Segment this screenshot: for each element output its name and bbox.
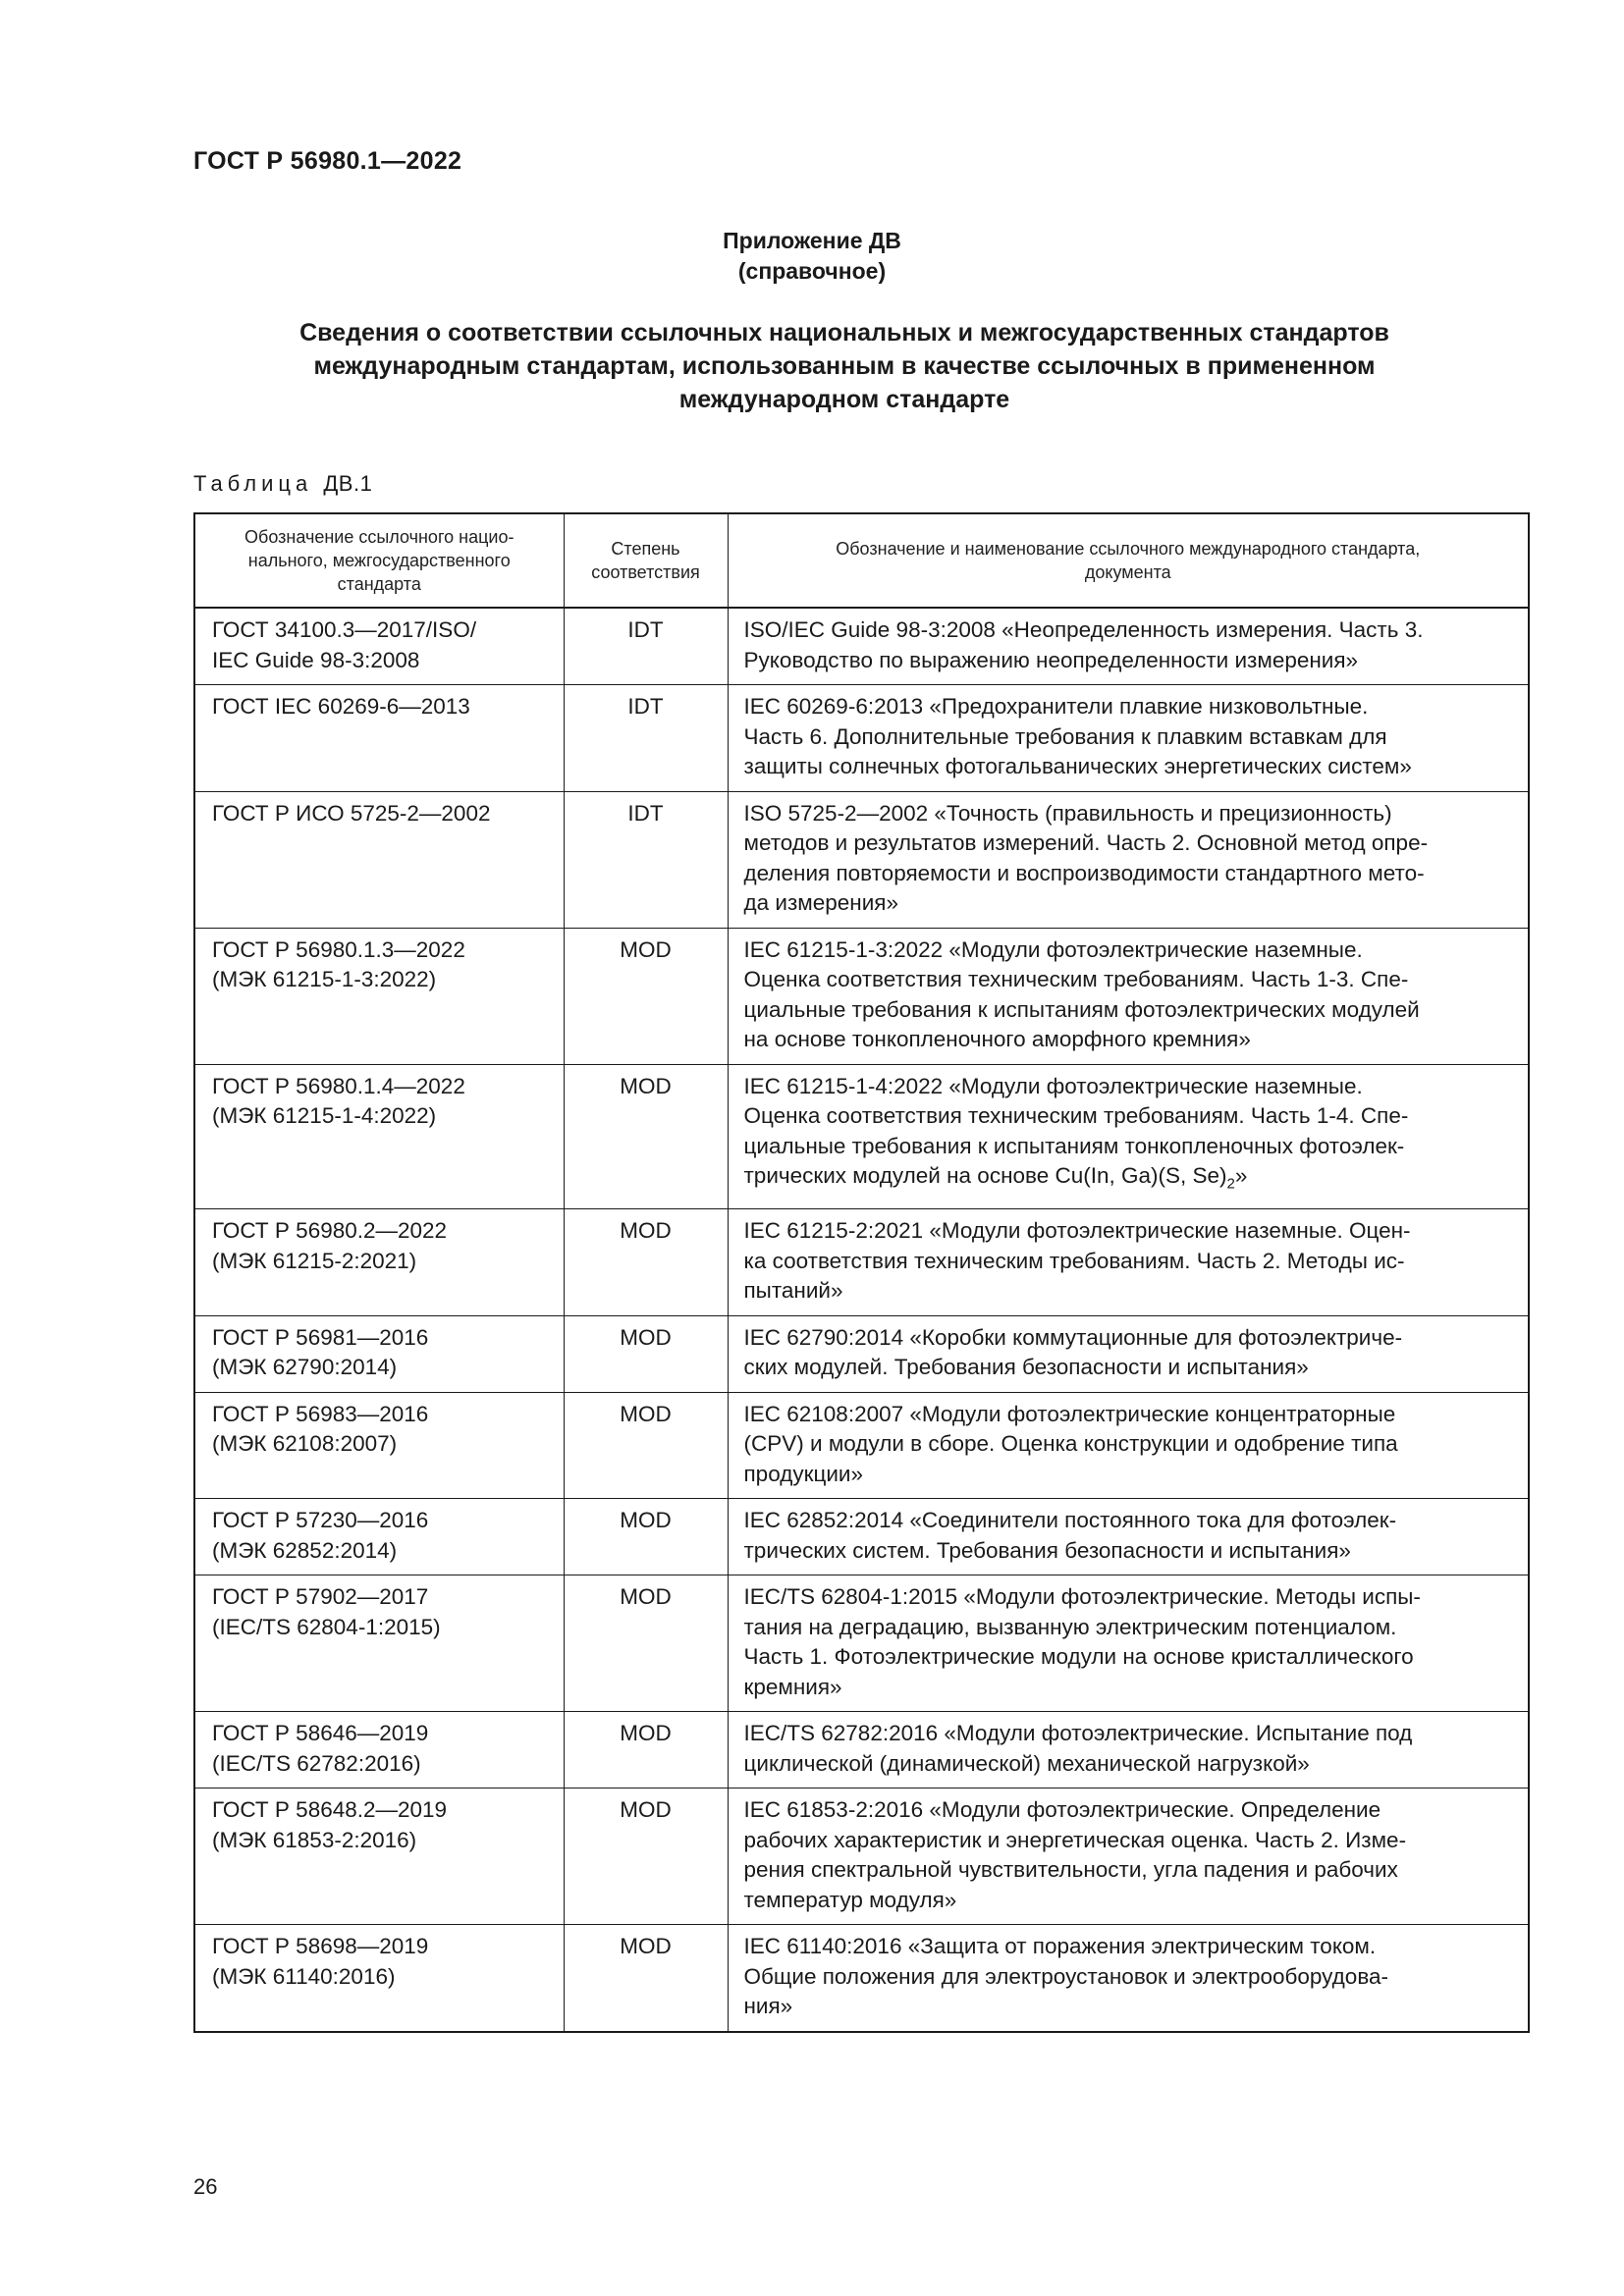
cell-international-standard [728,1315,1529,1392]
cell-line: (МЭК 62790:2014) [212,1355,398,1379]
table-caption [193,471,372,497]
cell-line: деления повторяемости и воспроизводимости стандартного мето- [743,860,1425,885]
cell-degree: MOD [564,1315,728,1392]
cell-line: циальные требования к испытаниям тонкопленочных фотоэлек- [743,1133,1405,1158]
cell-line: ГОСТ Р 57902—2017 [212,1584,429,1609]
cell-line: тания на деградацию, вызванную электрическим потенциалом. [743,1614,1397,1639]
cell-line: Часть 6. Дополнительные требования к плавким вставкам для [743,723,1387,749]
cell-text: трических модулей на основе Cu(In, Ga)(S, Se) [743,1163,1227,1188]
header-line: Степень [611,539,680,559]
cell-line: ГОСТ Р 58648.2—2019 [212,1797,448,1822]
cell-line: IEC 62790:2014 «Коробки коммутационные для фотоэлектриче- [743,1324,1403,1350]
cell-national-standard [194,928,564,1064]
header-line: документа [1084,562,1171,582]
cell-national-standard [194,1064,564,1209]
cell-international-standard [728,685,1529,792]
cell-line: рабочих характеристик и энергетическая оценка. Часть 2. Изме- [743,1827,1407,1852]
cell-line: IEC 61215-2:2021 «Модули фотоэлектрические наземные. Оцен- [743,1218,1411,1243]
table-row [194,685,1529,792]
cell-national-standard [194,1392,564,1499]
table-row [194,1925,1529,2032]
cell-national-standard [194,1789,564,1925]
cell-degree: MOD [564,928,728,1064]
cell-line: ISO/IEC Guide 98-3:2008 «Неопределенность измерения. Часть 3. [743,617,1424,642]
cell-line: ГОСТ Р 56981—2016 [212,1324,429,1350]
cell-degree: MOD [564,1064,728,1209]
table-header-row [194,513,1529,608]
cell-line: температур модуля» [743,1887,957,1912]
cell-international-standard [728,1064,1529,1209]
cell-degree: MOD [564,1499,728,1575]
subscript: 2 [1226,1175,1235,1193]
header-line: Обозначение ссылочного нацио- [244,527,514,547]
cell-international-standard [728,1499,1529,1575]
table-row [194,1064,1529,1209]
cell-national-standard [194,1925,564,2032]
cell-degree: MOD [564,1209,728,1316]
header-line: нального, межгосударственного [247,551,511,570]
cell-line: ГОСТ Р 58698—2019 [212,1934,429,1958]
table-row [194,1712,1529,1789]
cell-national-standard [194,1209,564,1316]
section-title [216,316,1473,416]
table-caption-word: Таблица [193,471,313,496]
cell-national-standard [194,1499,564,1575]
table-row [194,1315,1529,1392]
column-header-degree [564,513,728,608]
cell-degree: MOD [564,1789,728,1925]
cell-line: ISO 5725-2—2002 «Точность (правильность и прецизионность) [743,800,1392,826]
table-row [194,791,1529,928]
header-line: стандарта [337,574,421,594]
cell-degree: MOD [564,1712,728,1789]
document-header: ГОСТ Р 56980.1—2022 [193,147,462,175]
column-header-international [728,513,1529,608]
cell-line: (IEC/TS 62782:2016) [212,1750,421,1776]
cell-international-standard [728,791,1529,928]
cell-line: Оценка соответствия техническим требованиям. Часть 1-3. Спе- [743,967,1409,991]
section-title-line: Сведения о соответствии ссылочных национальных и межгосударственных стандартов [299,319,1389,347]
cell-line: ГОСТ Р 56980.1.3—2022 [212,936,465,962]
cell-degree: IDT [564,608,728,685]
cell-line: ГОСТ 34100.3—2017/ISO/ [212,617,477,642]
cell-line: продукции» [743,1461,863,1486]
cell-national-standard [194,608,564,685]
cell-national-standard [194,791,564,928]
cell-line: ских модулей. Требования безопасности и испытания» [743,1355,1309,1379]
cell-line: IEC 61853-2:2016 «Модули фотоэлектрические. Определение [743,1797,1381,1822]
reference-standards-table [193,512,1530,2033]
appendix-name: Приложение ДВ [723,228,901,253]
table-row [194,1209,1529,1316]
cell-line: (МЭК 62852:2014) [212,1537,398,1563]
cell-line: (МЭК 62108:2007) [212,1431,398,1456]
table-row [194,1499,1529,1575]
table-row [194,1789,1529,1925]
table-row [194,608,1529,685]
cell-line: IEC 62852:2014 «Соединители постоянного тока для фотоэлек- [743,1508,1397,1532]
cell-international-standard [728,1392,1529,1499]
cell-line: (IEC/TS 62804-1:2015) [212,1614,441,1639]
table-row [194,1575,1529,1712]
cell-international-standard [728,1209,1529,1316]
header-line: соответствия [591,562,700,582]
cell-line: пытаний» [743,1278,843,1303]
cell-line: Часть 1. Фотоэлектрические модули на основе кристаллического [743,1644,1414,1669]
cell-international-standard [728,1925,1529,2032]
cell-line: IEC 60269-6:2013 «Предохранители плавкие низковольтные. [743,694,1369,719]
cell-line: циклической (динамической) механической нагрузкой» [743,1750,1310,1776]
cell-line [744,1161,1515,1200]
table-row [194,928,1529,1064]
appendix-title [0,226,1624,287]
column-header-gost [194,513,564,608]
cell-line: на основе тонкопленочного аморфного кремния» [743,1027,1251,1051]
cell-line: да измерения» [743,890,898,915]
table-body [194,608,1529,2032]
cell-line: ГОСТ Р 58646—2019 [212,1721,429,1745]
appendix-status: (справочное) [737,258,887,284]
cell-international-standard [728,928,1529,1064]
cell-international-standard [728,608,1529,685]
cell-line: ГОСТ IEC 60269-6—2013 [212,694,470,719]
table-row [194,1392,1529,1499]
cell-degree: MOD [564,1392,728,1499]
cell-degree: MOD [564,1575,728,1712]
cell-national-standard [194,1712,564,1789]
cell-line: (CPV) и модули в сборе. Оценка конструкции и одобрение типа [743,1431,1398,1456]
cell-international-standard [728,1789,1529,1925]
cell-line: трических систем. Требования безопасности и испытания» [743,1537,1351,1563]
cell-line: кремния» [743,1674,842,1699]
section-title-line: международным стандартам, использованным в качестве ссылочных в примененном [313,352,1376,380]
cell-international-standard [728,1712,1529,1789]
cell-line: (МЭК 61215-2:2021) [212,1248,417,1273]
cell-line: (МЭК 61215-1-4:2022) [212,1103,437,1128]
header-line: Обозначение и наименование ссылочного международного стандарта, [836,539,1421,559]
cell-line: IEC 61215-1-4:2022 «Модули фотоэлектрические наземные. [743,1073,1363,1098]
cell-line: Общие положения для электроустановок и электрооборудова- [743,1963,1389,1989]
cell-degree: IDT [564,791,728,928]
cell-international-standard [728,1575,1529,1712]
cell-line: рения спектральной чувствительности, угла падения и рабочих [743,1857,1398,1882]
cell-line: ГОСТ Р ИСО 5725-2—2002 [212,800,491,826]
cell-line: IEC 61215-1-3:2022 «Модули фотоэлектрические наземные. [743,936,1363,962]
cell-text: » [1234,1163,1248,1188]
cell-line: (МЭК 61215-1-3:2022) [212,967,437,991]
cell-line: ГОСТ Р 56983—2016 [212,1401,429,1426]
cell-national-standard [194,685,564,792]
table-caption-number: ДВ.1 [323,471,373,496]
cell-line: IEC 62108:2007 «Модули фотоэлектрические концентраторные [743,1401,1396,1426]
cell-national-standard [194,1575,564,1712]
cell-line: ния» [743,1994,793,2018]
cell-line: Руководство по выражению неопределенности измерения» [743,647,1359,672]
cell-line: (МЭК 61140:2016) [212,1963,396,1989]
cell-line: ка соответствия техническим требованиям. Часть 2. Методы ис- [743,1248,1405,1273]
cell-line: IEC Guide 98-3:2008 [212,647,420,672]
cell-line: (МЭК 61853-2:2016) [212,1827,417,1852]
cell-line: циальные требования к испытаниям фотоэлектрических модулей [743,996,1420,1022]
cell-line: IEC/TS 62782:2016 «Модули фотоэлектрические. Испытание под [743,1721,1413,1745]
cell-line: IEC/TS 62804-1:2015 «Модули фотоэлектрические. Методы испы- [743,1584,1421,1609]
cell-line: ГОСТ Р 56980.1.4—2022 [212,1073,465,1098]
cell-degree: MOD [564,1925,728,2032]
cell-line: Оценка соответствия техническим требованиям. Часть 1-4. Спе- [743,1103,1409,1128]
cell-line: ГОСТ Р 56980.2—2022 [212,1218,448,1243]
cell-line: IEC 61140:2016 «Защита от поражения электрическим током. [743,1934,1377,1958]
page-number: 26 [193,2174,218,2199]
cell-line: методов и результатов измерений. Часть 2. Основной метод опре- [743,830,1429,855]
cell-national-standard [194,1315,564,1392]
cell-degree: IDT [564,685,728,792]
cell-line: ГОСТ Р 57230—2016 [212,1508,429,1532]
section-title-line: международном стандарте [678,386,1010,413]
cell-line: защиты солнечных фотогальванических энергетических систем» [743,754,1412,778]
